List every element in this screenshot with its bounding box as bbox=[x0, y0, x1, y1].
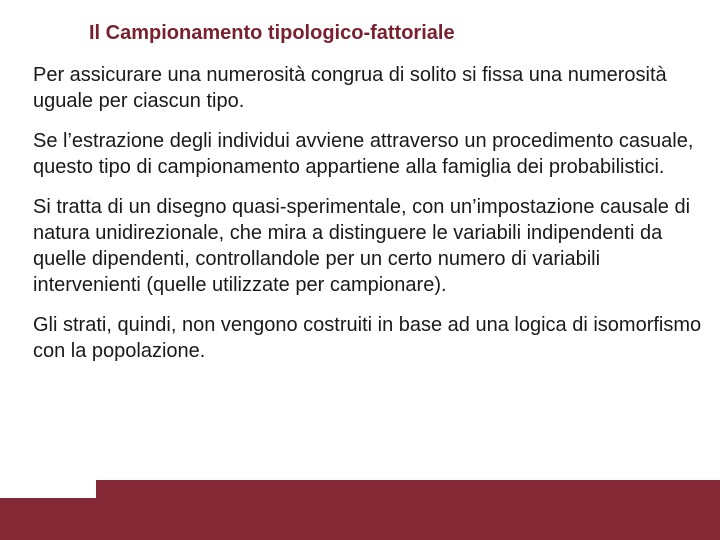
paragraph-quasi-experimental: Si tratta di un disegno quasi-sperimentale, con un’impostazione causale di natura unidirezionale, che mira a distinguere le variabili indipendenti da quelle dipendenti, controllandole per un certo numero di variabili intervenienti (quelle utilizzate per campionare). bbox=[33, 196, 691, 296]
slide-body bbox=[33, 62, 713, 378]
paragraph-numerosity: Per assicurare una numerosità congrua di solito si fissa una numerosità uguale per ciascun tipo. bbox=[33, 64, 667, 112]
footer-notch bbox=[0, 480, 96, 498]
slide-title: Il Campionamento tipologico-fattoriale bbox=[89, 22, 455, 44]
paragraph-random-extraction: Se l’estrazione degli individui avviene attraverso un procedimento casuale, questo tipo di campionamento appartiene alla famiglia dei probabilistici. bbox=[33, 130, 694, 178]
footer-band bbox=[0, 480, 720, 540]
paragraph-strata: Gli strati, quindi, non vengono costruiti in base ad una logica di isomorfismo con la popolazione. bbox=[33, 314, 702, 362]
